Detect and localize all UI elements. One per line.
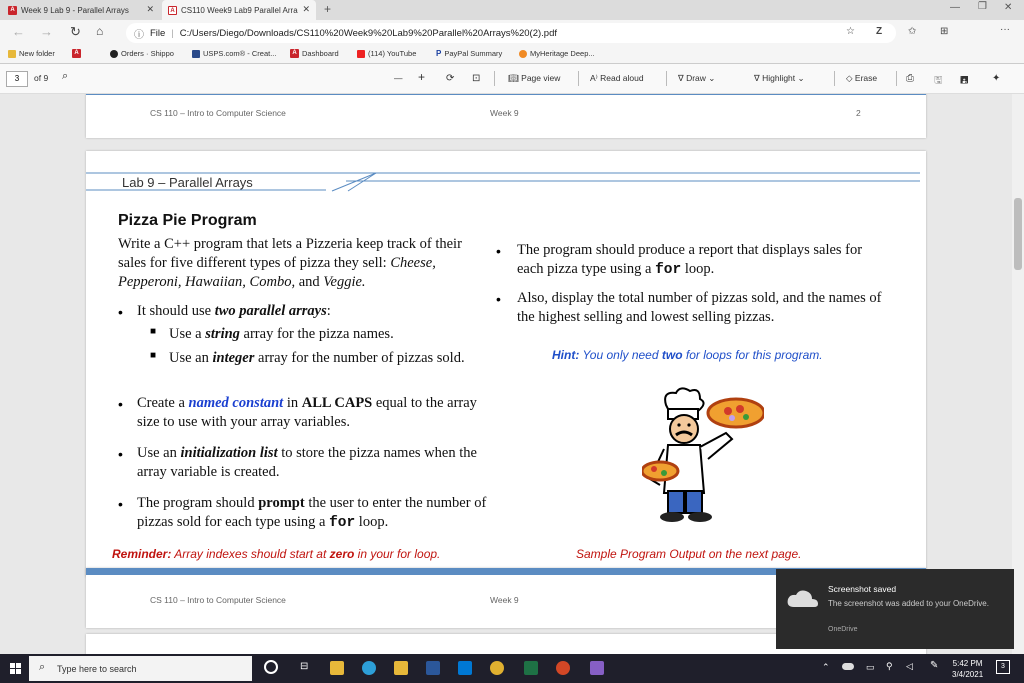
cortana-icon[interactable] — [264, 660, 278, 674]
pin-icon[interactable]: ✦ — [992, 73, 1001, 84]
fit-page-icon[interactable]: ⊡ — [472, 73, 481, 84]
visual-studio-icon[interactable] — [590, 661, 604, 675]
fav-paypal[interactable]: P PayPal Summary — [436, 49, 503, 58]
toast-title: Screenshot saved — [828, 584, 897, 594]
word-icon[interactable] — [426, 661, 440, 675]
sub-bullet-square: ■ — [150, 350, 157, 361]
home-icon[interactable]: ⌂ — [96, 24, 104, 38]
reminder-text: Reminder: Array indexes should start at zero in your for loop. — [112, 547, 441, 561]
address-input[interactable]: ⓘ File | C:/Users/Diego/Downloads/CS110%20Week9%20Lab9%20Parallel%20Arrays%20(2).pdf — [126, 23, 896, 43]
tray-chevron-icon[interactable]: ⌃ — [822, 662, 830, 672]
bullet-dot: • — [118, 496, 123, 512]
mail-icon[interactable] — [458, 661, 472, 675]
divider — [578, 71, 579, 86]
url-text: C:/Users/Diego/Downloads/CS110%20Week9%20Lab9%20Parallel%20Arrays%20(2).pdf — [179, 27, 557, 39]
draw-icon: ∇ — [678, 73, 687, 83]
network-icon[interactable]: ⚲ — [886, 661, 893, 671]
bullet-dot: • — [118, 304, 123, 320]
myheritage-icon — [519, 50, 527, 58]
header-course: CS 110 – Intro to Computer Science — [150, 108, 286, 118]
read-aloud-button[interactable]: A⁾ Read aloud — [590, 73, 644, 83]
highlight-icon: ∇ — [754, 73, 763, 83]
divider — [834, 71, 835, 86]
print-icon[interactable]: ⎙ — [906, 73, 914, 84]
toast-app: OneDrive — [828, 626, 858, 633]
restore-button[interactable]: ❐ — [978, 1, 987, 12]
save-as-icon[interactable]: 🖪︎ — [960, 75, 969, 86]
usps-icon — [192, 50, 200, 58]
bullet-dot: • — [496, 291, 501, 307]
fav-myheritage[interactable]: MyHeritage Deep... — [519, 49, 595, 58]
header-accent-bar — [86, 94, 926, 95]
sub-bullet-square: ■ — [150, 326, 157, 337]
chevron-down-icon: ⌄ — [797, 73, 805, 83]
fav-usps[interactable]: USPS.com® - Creat... — [192, 49, 276, 58]
time: 5:42 PM — [952, 659, 983, 668]
read-aloud-icon: A⁾ — [590, 73, 601, 83]
divider — [666, 71, 667, 86]
pdf-icon: A — [72, 49, 81, 58]
shippo-icon — [110, 50, 118, 58]
scrollbar-thumb[interactable] — [1014, 198, 1022, 270]
erase-button[interactable]: ◇ Erase — [846, 73, 878, 83]
forward-icon[interactable]: → — [40, 24, 53, 39]
divider — [896, 71, 897, 86]
favorite-add-icon[interactable]: ☆ — [846, 26, 855, 37]
zoom-out-button[interactable]: — — [394, 73, 403, 83]
eraser-icon: ◇ — [846, 73, 855, 83]
powerpoint-icon[interactable] — [556, 661, 570, 675]
fav-youtube[interactable]: (114) YouTube — [357, 49, 416, 58]
collections-icon[interactable]: ⊞ — [940, 26, 949, 37]
highlight-button[interactable]: ∇ Highlight ⌄ — [754, 73, 805, 83]
fav-dashboard[interactable]: A Dashboard — [290, 49, 339, 58]
bullet-parallel-arrays: It should use two parallel arrays: — [137, 303, 331, 319]
refresh-icon[interactable]: ↻ — [70, 24, 81, 39]
book-icon: 📖︎ — [508, 73, 522, 83]
toast-body: The screenshot was added to your OneDrive. — [828, 599, 989, 608]
chrome-icon[interactable] — [490, 661, 504, 675]
profile-z-icon[interactable]: Z — [876, 26, 883, 37]
new-tab-button[interactable]: + — [324, 2, 332, 16]
more-icon[interactable]: ··· — [1000, 24, 1010, 35]
sample-output-note: Sample Program Output on the next page. — [576, 547, 802, 561]
pdf-icon: A — [8, 6, 17, 15]
minimize-button[interactable]: — — [950, 2, 960, 13]
bullet-dot: • — [118, 396, 123, 412]
volume-icon[interactable]: ◁ — [906, 661, 913, 671]
folder-icon — [8, 50, 16, 58]
zoom-in-button[interactable]: + — [418, 70, 426, 84]
dashboard-icon: A — [290, 49, 299, 58]
bullet-prompt: The program should prompt the user to enter the number of pizzas sold for each type using a for loop. — [137, 495, 487, 531]
header-page-number: 2 — [856, 108, 861, 118]
rotate-icon[interactable]: ⟳ — [446, 73, 455, 84]
sub-bullet-string: Use a string array for the pizza names. — [169, 326, 394, 342]
tab-label: CS110 Week9 Lab9 Parallel Arra — [181, 5, 298, 15]
tab-bar — [0, 0, 1024, 20]
edge-icon[interactable] — [362, 661, 376, 675]
page-total: of 9 — [34, 73, 49, 83]
clock[interactable] — [952, 659, 983, 679]
close-icon[interactable]: ✕ — [302, 4, 310, 14]
tab-week9-lab9[interactable] — [2, 0, 160, 20]
windows-start-icon[interactable] — [10, 663, 21, 674]
page-header-strip — [86, 94, 926, 138]
taskbar-search-input[interactable]: ⌕ Type here to search — [29, 656, 252, 681]
bullet-dot: • — [118, 446, 123, 462]
page-view-button[interactable]: 📖︎ Page view — [508, 73, 561, 83]
footer-week: Week 9 — [490, 595, 519, 605]
youtube-icon — [357, 50, 365, 58]
notification-toast[interactable] — [776, 569, 1014, 649]
tab-cs110-pdf[interactable] — [162, 0, 316, 20]
chevron-down-icon: ⌄ — [708, 73, 716, 83]
fav-shippo[interactable]: Orders · Shippo — [110, 49, 174, 58]
pdf-icon: A — [168, 6, 177, 15]
hint-text: Hint: You only need two for loops for this program. — [552, 348, 823, 362]
excel-icon[interactable] — [524, 661, 538, 675]
slide-heading: Pizza Pie Program — [118, 212, 257, 229]
file-label: File — [150, 27, 166, 39]
onedrive-tray-icon[interactable] — [842, 663, 854, 670]
notifications-icon[interactable]: 3 — [996, 660, 1010, 674]
bullet-report: The program should produce a report that displays sales for each pizza type using a for loop. — [517, 242, 863, 278]
pdf-toolbar — [0, 64, 1024, 94]
header-week: Week 9 — [490, 108, 519, 118]
search-icon: ⌕ — [39, 661, 46, 673]
pizza-chef-illustration — [642, 387, 764, 527]
save-icon[interactable]: 🖫︎ — [934, 75, 943, 86]
date: 3/4/2021 — [952, 670, 984, 679]
bullet-dot: • — [496, 243, 501, 259]
divider — [494, 71, 495, 86]
favorites-icon[interactable]: ✩ — [908, 26, 917, 37]
tab-label: Week 9 Lab 9 - Parallel Arrays — [21, 5, 129, 15]
address-bar-row — [0, 20, 1024, 46]
bullet-named-constant: Create a named constant in ALL CAPS equal to the array size to use with your array variables. — [137, 395, 477, 430]
lab-title: Lab 9 – Parallel Arrays — [122, 175, 253, 190]
intro-paragraph: Write a C++ program that lets a Pizzeria keep track of their sales for five different types of pizza they sell: Cheese, Pepperoni, Hawaiian, Combo, and Veggie. — [118, 236, 462, 290]
taskbar — [0, 654, 1024, 683]
page-number-input[interactable]: 3 — [6, 71, 28, 87]
battery-icon[interactable]: ▭ — [866, 662, 875, 672]
store-icon[interactable] — [330, 661, 344, 675]
back-icon[interactable]: ← — [12, 24, 25, 39]
footer-course: CS 110 – Intro to Computer Science — [150, 595, 286, 605]
favorites-bar — [0, 46, 1024, 64]
cloud-icon — [786, 589, 820, 609]
slide-page — [86, 151, 926, 577]
close-icon[interactable]: ✕ — [146, 4, 154, 14]
task-view-icon[interactable]: ⊟ — [300, 661, 309, 672]
bullet-totals: Also, display the total number of pizzas sold, and the names of the highest selling and lowest selling pizzas. — [517, 290, 882, 325]
bullet-initialization-list: Use an initialization list to store the pizza names when the array variable is created. — [137, 445, 477, 480]
info-icon: ⓘ — [134, 29, 144, 41]
find-icon[interactable]: ⌕ — [62, 70, 69, 82]
fav-pdf[interactable] — [72, 49, 81, 58]
file-explorer-icon[interactable] — [394, 661, 408, 675]
draw-button[interactable]: ∇ Draw ⌄ — [678, 73, 716, 83]
close-window-button[interactable]: ✕ — [1004, 2, 1013, 13]
paypal-icon: P — [436, 49, 442, 58]
pen-icon[interactable]: ✎ — [930, 660, 939, 671]
fav-new-folder[interactable]: New folder — [8, 49, 55, 58]
sub-bullet-integer: Use an integer array for the number of pizzas sold. — [169, 350, 465, 366]
